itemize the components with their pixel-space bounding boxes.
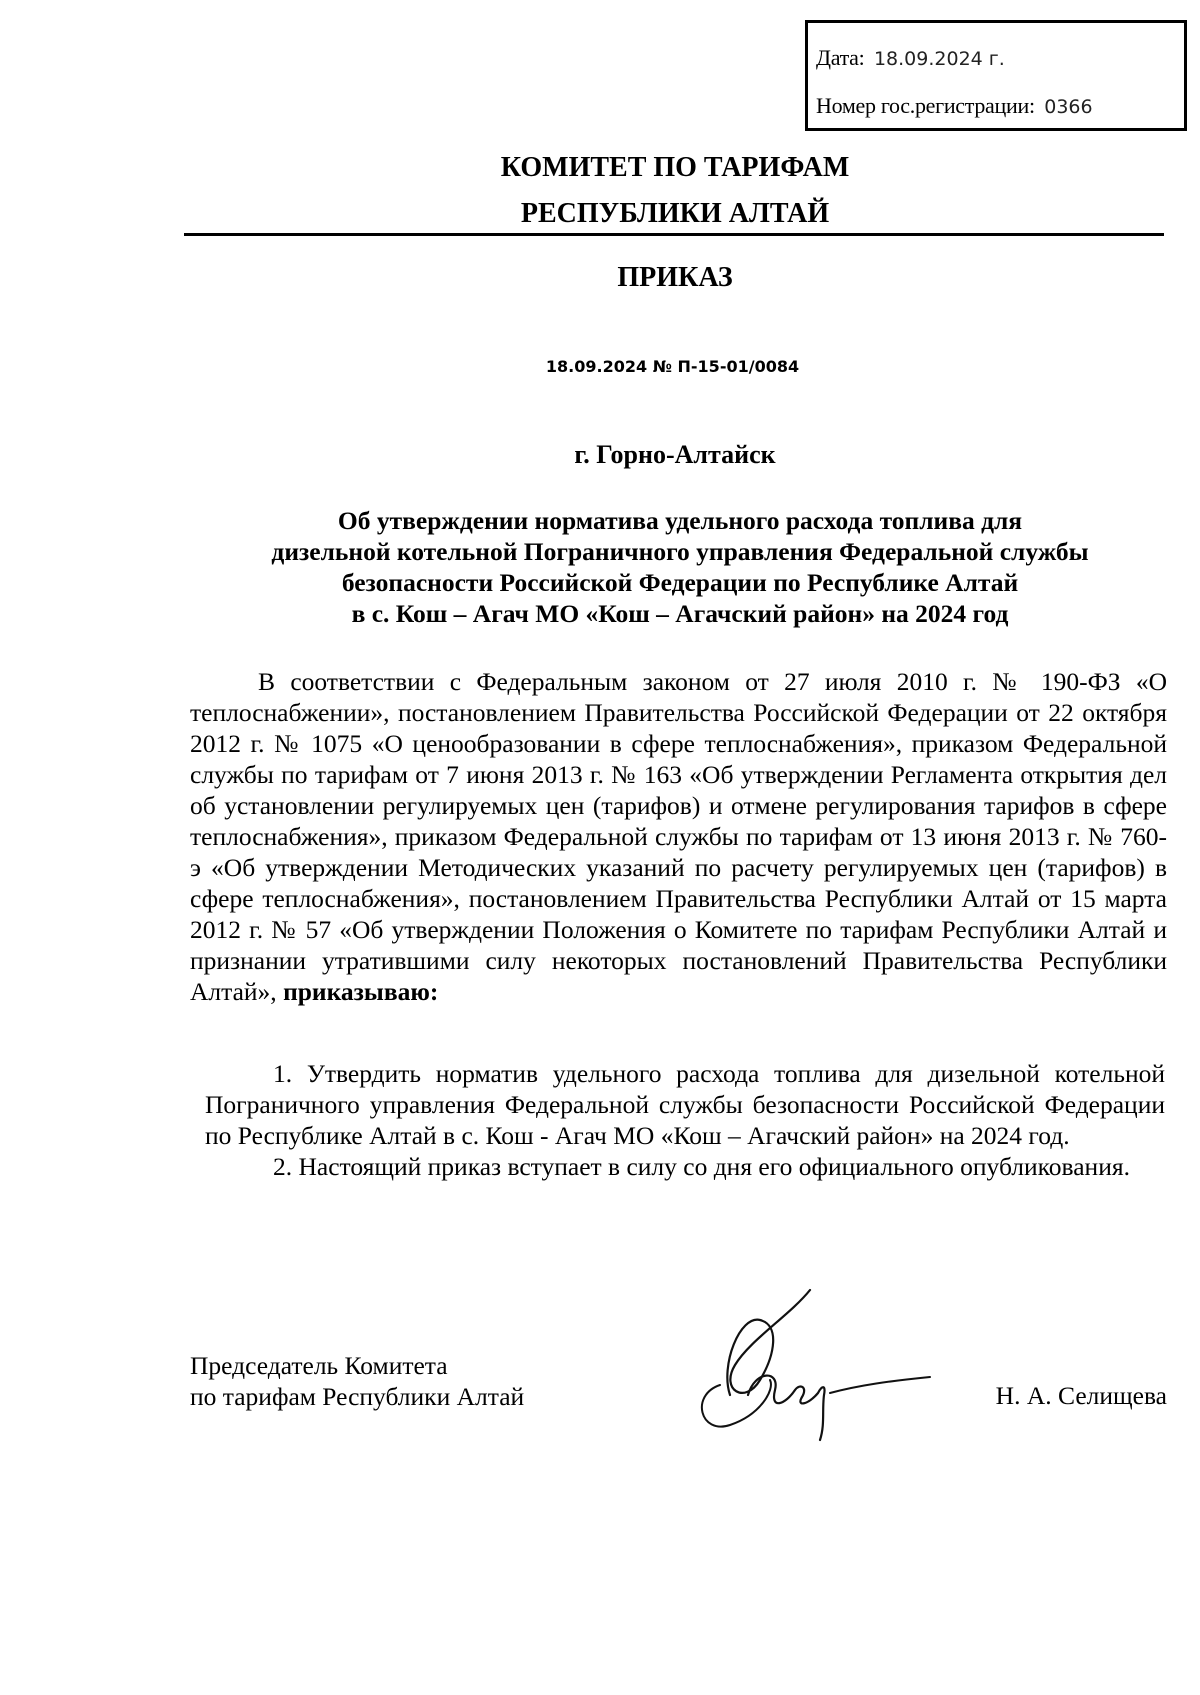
order-item: 1. Утвердить норматив удельного расхода топлива для дизельной котельной Пограничного управления Федеральной службы безопасности Российской Федерации по Республике Алтай в с. Кош - Агач МО «Кош – Агачский район» на 2024 год. xyxy=(205,1059,1165,1150)
subject-line: дизельной котельной Пограничного управления Федеральной службы xyxy=(271,537,1089,566)
position-line2: по тарифам Республики Алтай xyxy=(190,1382,525,1411)
header-divider xyxy=(184,233,1164,236)
reg-number-value: 0366 xyxy=(1044,96,1093,118)
date-label: Дата: xyxy=(816,45,865,70)
subject-line: в с. Кош – Агач МО «Кош – Агачский район» на 2024 год xyxy=(351,599,1009,628)
document-subject xyxy=(190,505,1170,629)
date-value: 18.09.2024 г. xyxy=(873,48,1005,70)
org-name-line1: КОМИТЕТ ПО ТАРИФАМ xyxy=(500,152,850,183)
position-line1: Председатель Комитета xyxy=(190,1351,448,1380)
org-name-line2: РЕСПУБЛИКИ АЛТАЙ xyxy=(520,198,830,229)
preamble-paragraph xyxy=(190,666,1167,1007)
document-city: г. Горно-Алтайск xyxy=(574,440,776,469)
reg-number-label: Номер гос.регистрации: xyxy=(816,93,1035,118)
registration-stamp xyxy=(805,20,1187,131)
registration-date xyxy=(816,45,1005,71)
document-type: ПРИКАЗ xyxy=(617,262,733,293)
preamble-text: В соответствии с Федеральным законом от 27 июля 2010 г. № 190-ФЗ «О теплоснабжении», постановлением Правительства Российской Федерации от 22 октября 2012 г. № 1075 «О ценообразовании в сфере теплоснабжения», приказом Федеральной службы по тарифам от 7 июня 2013 г. № 163 «Об утверждении Регламента открытия дел об установлении регулируемых цен (тарифов) и отмене регулирования тарифов в сфере теплоснабжения», приказом Федеральной службы по тарифам от 13 июня 2013 г. № 760-э «Об утверждении Методических указаний по расчету регулируемых цен (тарифов) в сфере теплоснабжения», постановлением Правительства Республики Алтай от 15 марта 2012 г. № 57 «Об утверждении Положения о Комитете по тарифам Республики Алтай и признании утратившими силу некоторых постановлений Правительства Республики Алтай», xyxy=(190,667,1167,1006)
signatory-position xyxy=(190,1350,524,1412)
order-item: 2. Настоящий приказ вступает в силу со дня его официального опубликования. xyxy=(273,1152,1130,1181)
subject-line: безопасности Российской Федерации по Республике Алтай xyxy=(341,568,1019,597)
subject-line: Об утверждении норматива удельного расхода топлива для xyxy=(337,506,1023,535)
order-items xyxy=(205,1058,1165,1182)
signatory-name: Н. А. Селищева xyxy=(995,1381,1167,1410)
document-number: 18.09.2024 № П-15-01/0084 xyxy=(545,357,800,376)
handwritten-signature xyxy=(690,1285,940,1445)
registration-number xyxy=(816,93,1093,119)
order-word: приказываю: xyxy=(283,977,439,1006)
